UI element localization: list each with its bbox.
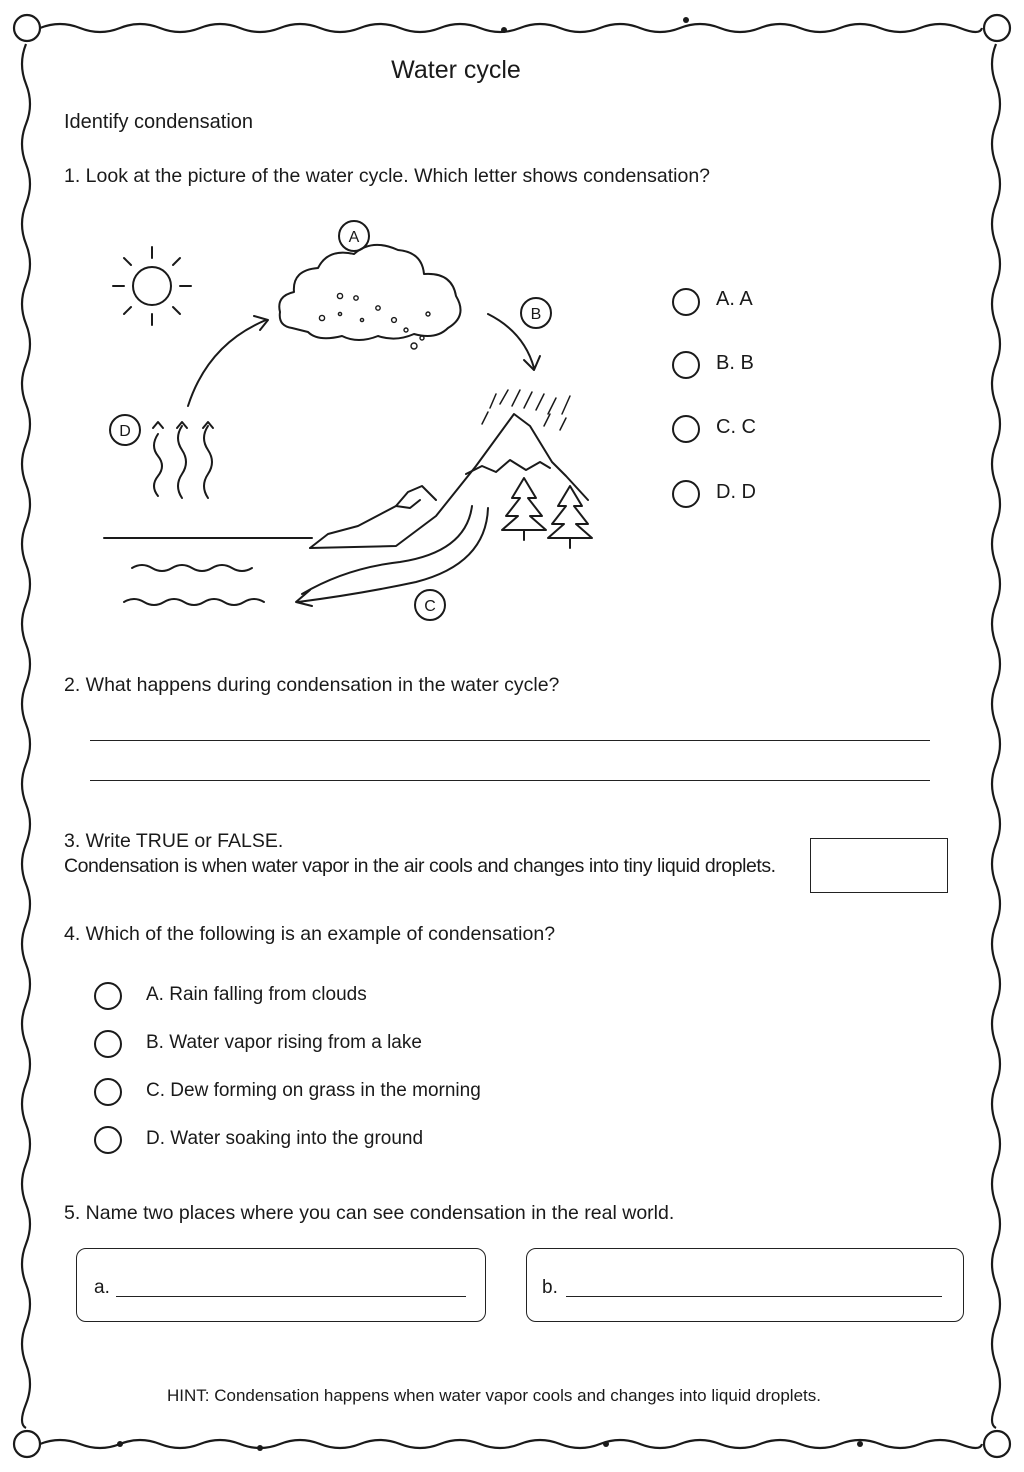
answer-box-b-line[interactable] (566, 1296, 942, 1297)
hint-text: HINT: Condensation happens when water vapor cools and changes into liquid droplets. (167, 1386, 821, 1405)
sun-icon (113, 247, 191, 325)
cloud-icon (279, 245, 460, 340)
diagram-label-c: C (424, 598, 436, 615)
q4-option-b-radio[interactable] (94, 1030, 122, 1058)
diagram-label-d: D (119, 423, 131, 440)
answer-line-1[interactable] (90, 740, 930, 741)
question-2-prompt: 2. What happens during condensation in the water cycle? (64, 674, 560, 696)
question-3-prompt: 3. Write TRUE or FALSE. (64, 830, 284, 852)
q1-option-d-label: D. D (716, 481, 756, 503)
answer-box-a[interactable] (76, 1248, 486, 1322)
question-5-prompt: 5. Name two places where you can see condensation in the real world. (64, 1202, 675, 1224)
diagram-label-b: B (530, 306, 542, 323)
q4-option-b-label: B. Water vapor rising from a lake (146, 1032, 422, 1053)
q1-option-d-radio[interactable] (672, 480, 700, 508)
answer-line-2[interactable] (90, 780, 930, 781)
q1-option-c-radio[interactable] (672, 415, 700, 443)
q1-option-b-radio[interactable] (672, 351, 700, 379)
mountain-icon (310, 486, 436, 548)
answer-box-b-label: b. (542, 1277, 558, 1298)
question-1-prompt: 1. Look at the picture of the water cycle. Which letter shows condensation? (64, 165, 711, 187)
worksheet-title: Water cycle (391, 56, 521, 84)
q4-option-d-radio[interactable] (94, 1126, 122, 1154)
q4-option-d-label: D. Water soaking into the ground (146, 1128, 424, 1149)
q1-option-a-label: A. A (716, 288, 753, 310)
q4-option-c-label: C. Dew forming on grass in the morning (146, 1080, 481, 1101)
water-cycle-diagram (96, 216, 616, 622)
wave-icon (132, 565, 252, 571)
answer-box-b[interactable] (526, 1248, 964, 1322)
question-4-prompt: 4. Which of the following is an example of condensation? (64, 923, 556, 945)
q4-option-c-radio[interactable] (94, 1078, 122, 1106)
answer-box-a-line[interactable] (116, 1296, 466, 1297)
question-3-statement: Condensation is when water vapor in the air cools and changes into tiny liquid droplets. (64, 855, 776, 877)
q1-option-a-radio[interactable] (672, 288, 700, 316)
q1-option-b-label: B. B (716, 352, 754, 374)
q4-option-a-radio[interactable] (94, 982, 122, 1010)
worksheet-subtitle: Identify condensation (64, 111, 254, 133)
diagram-label-a: A (348, 229, 360, 246)
answer-box-a-label: a. (94, 1277, 110, 1298)
true-false-answer-box[interactable] (810, 838, 948, 893)
q1-option-c-label: C. C (716, 416, 756, 438)
arrow-icon (188, 320, 266, 406)
q4-option-a-label: A. Rain falling from clouds (146, 984, 367, 1005)
